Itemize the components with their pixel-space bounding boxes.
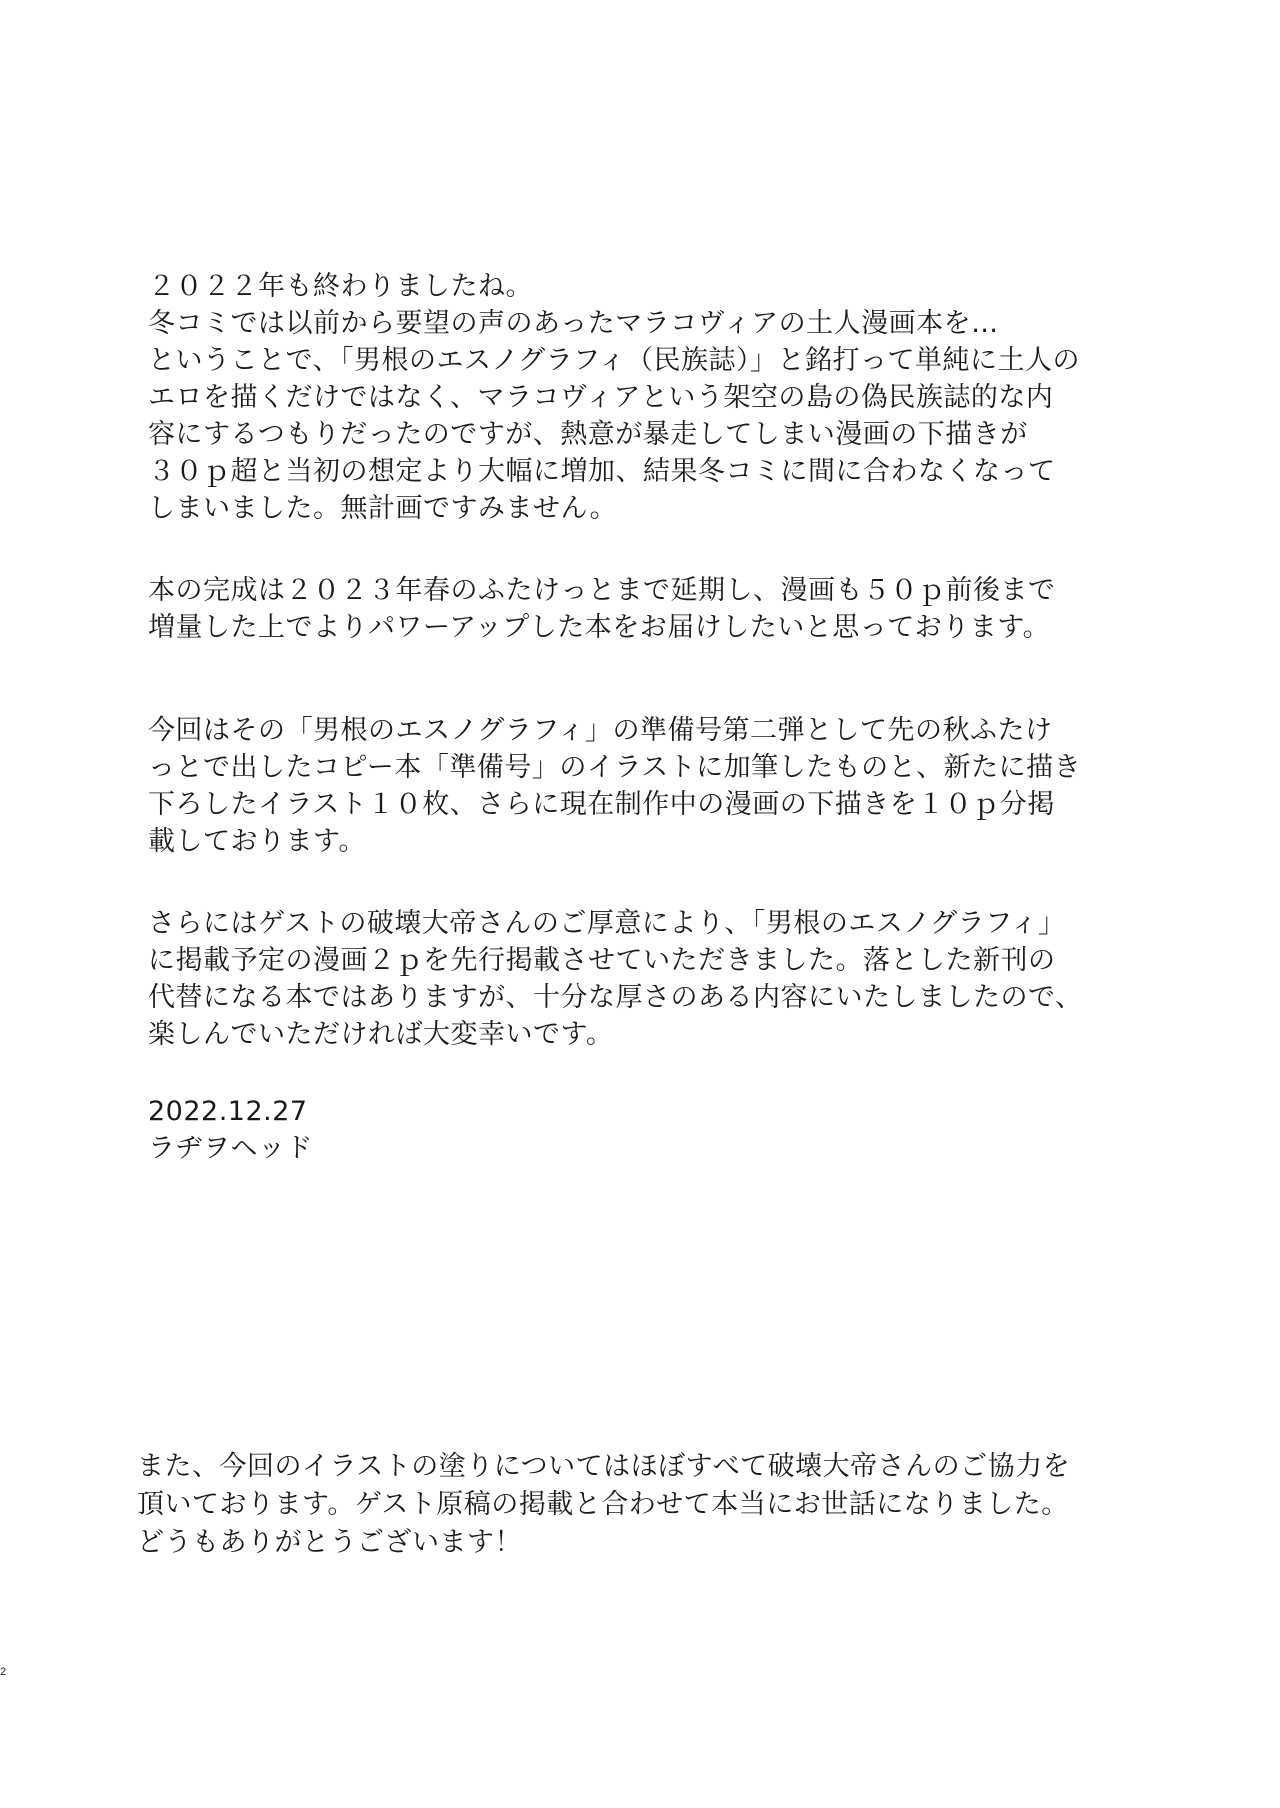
text-line: っとで出したコピー本「準備号」のイラストに加筆したものと、新たに描き [148, 752, 1082, 783]
text-line: に掲載予定の漫画２ｐを先行掲載させていただきました。落とした新刊の [148, 945, 1056, 976]
text-line: 増量した上でよりパワーアップした本をお届けしたいと思っております。 [148, 612, 1051, 643]
date-line: 2022.12.27 [148, 1096, 308, 1127]
text-line: 楽しんでいただければ大変幸いです。 [148, 1019, 614, 1050]
text-line: エロを描くだけではなく、マラコヴィアという架空の島の偽民族誌的な内 [148, 382, 1054, 413]
author-name: ラヂヲヘッド [148, 1133, 313, 1164]
paragraph-contents [148, 712, 1148, 860]
text-line: 下ろしたイラスト１０枚、さらに現在制作中の漫画の下描きを１０ｐ分掲 [148, 789, 1055, 820]
paragraph-guest [148, 905, 1148, 1053]
paragraph-thanks [137, 1448, 1137, 1562]
text-line: ということで、「男根のエスノグラフィ（民族誌）」と銘打って単純に土人の [148, 345, 1080, 376]
text-line: また、今回のイラストの塗りについてはほぼすべて破壊大帝さんのご協力を [137, 1451, 1071, 1482]
text-line: さらにはゲストの破壊大帝さんのご厚意により、「男根のエスノグラフィ」 [148, 908, 1066, 939]
text-line: 本の完成は２０２３年春のふたけっとまで延期し、漫画も５０ｐ前後まで [148, 575, 1056, 606]
text-line: ２０２２年も終わりましたね。 [148, 271, 533, 302]
page-number: 2 [0, 1666, 7, 1678]
text-line: 頂いております。ゲスト原稿の掲載と合わせて本当にお世話になりました。 [137, 1489, 1069, 1520]
text-line: 容にするつもりだったのですが、熱意が暴走してしまい漫画の下描きが [148, 419, 1028, 450]
text-line: 代替になる本ではありますが、十分な厚さのある内容にいたしましたので、 [148, 982, 1083, 1013]
text-line: 今回はその「男根のエスノグラフィ」の準備号第二弾として先の秋ふたけ [148, 715, 1053, 746]
signature-block [148, 1093, 1148, 1167]
text-line: 冬コミでは以前から要望の声のあったマラコヴィアの土人漫画本を… [148, 308, 999, 339]
paragraph-intro [148, 268, 1148, 527]
text-line: 載しております。 [148, 826, 366, 857]
text-line: ３０ｐ超と当初の想定より大幅に増加、結果冬コミに間に合わなくなって [148, 456, 1056, 487]
paragraph-completion [148, 572, 1148, 646]
text-line: しまいました。無計画ですみません。 [148, 493, 618, 524]
text-line: どうもありがとうございます！ [137, 1527, 522, 1558]
